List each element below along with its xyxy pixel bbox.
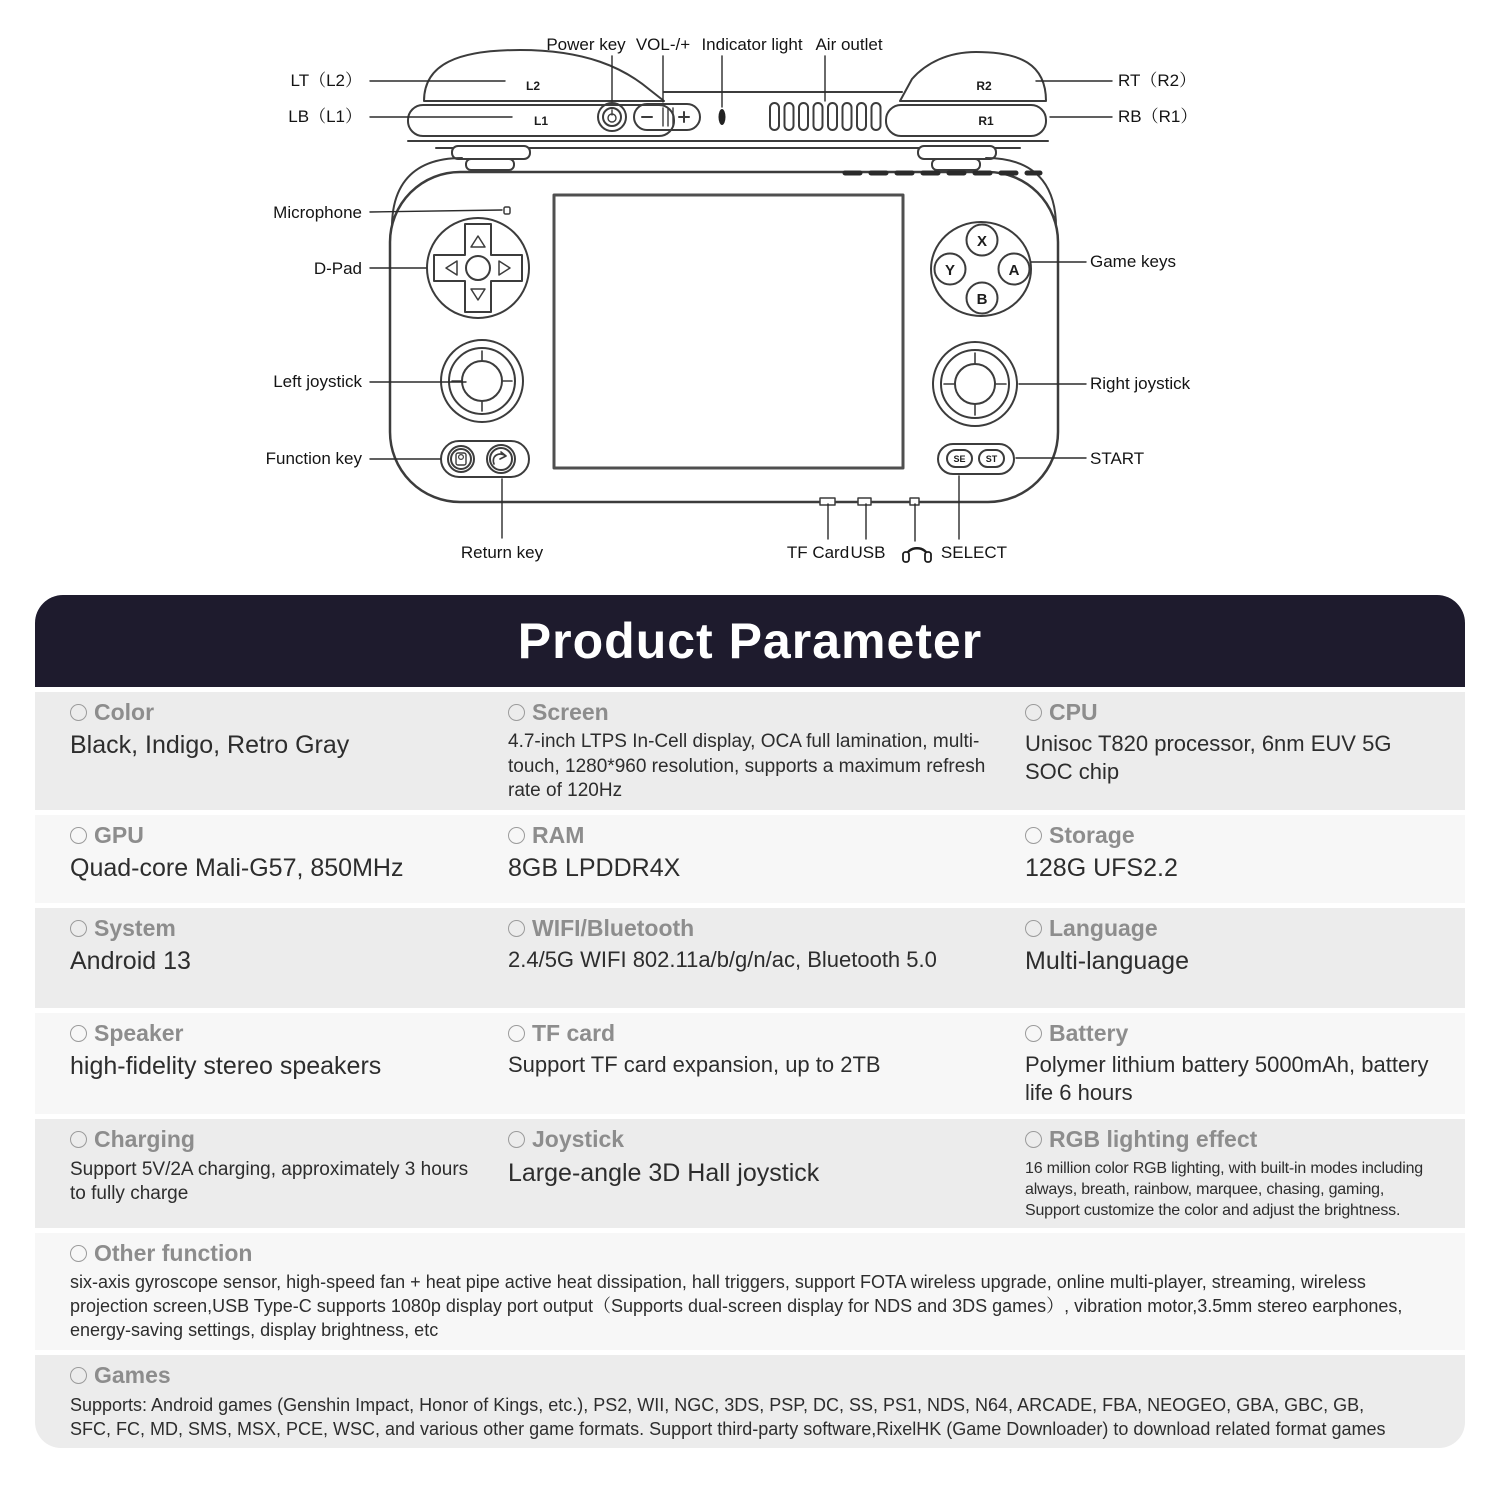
spec-label-screen bbox=[508, 699, 995, 725]
spec-label-text: Other function bbox=[94, 1239, 253, 1266]
circle-bullet-icon bbox=[1025, 1131, 1042, 1148]
select-start-buttons bbox=[938, 444, 1014, 474]
spec-cell-ram bbox=[508, 822, 1025, 896]
spec-label-cpu bbox=[1025, 699, 1435, 725]
spec-value-gpu: Quad-core Mali-G57, 850MHz bbox=[70, 854, 404, 883]
param-header bbox=[35, 595, 1465, 687]
circle-bullet-icon bbox=[1025, 920, 1042, 937]
spec-value-battery: Polymer lithium battery 5000mAh, battery life 6 hours bbox=[1025, 1052, 1429, 1106]
spec-label-text: Battery bbox=[1049, 1019, 1129, 1046]
spec-label-ram bbox=[508, 822, 995, 848]
spec-label-text: Games bbox=[94, 1362, 171, 1389]
circle-bullet-icon bbox=[70, 1025, 87, 1042]
circle-bullet-icon bbox=[70, 827, 87, 844]
product-parameter-card bbox=[35, 595, 1465, 1448]
spec-label-text: System bbox=[94, 914, 176, 941]
spec-cell-storage bbox=[1025, 822, 1465, 896]
headphone-icon bbox=[903, 548, 931, 562]
spec-label-system bbox=[70, 915, 478, 941]
l2-button-label: L2 bbox=[525, 79, 541, 93]
console-top-view bbox=[408, 50, 1048, 170]
spec-value-other-function: six-axis gyroscope sensor, high-speed fan + heat pipe active heat dissipation, hall triggers, support FOTA wireless upgrade, online multi-player, streaming, wireless projection screen,USB Type-C supports 1080p display port output（Supports dual-screen display for NDS and 3DS games）, vibration motor,3.5mm stereo earphones, energy-saving settings, display brightness, etc bbox=[70, 1272, 1403, 1341]
spec-row bbox=[35, 1119, 1465, 1228]
spec-label-other-function bbox=[70, 1240, 1435, 1266]
spec-value-tf-card: Support TF card expansion, up to 2TB bbox=[508, 1052, 881, 1078]
spec-label-games bbox=[70, 1362, 1435, 1388]
spec-value-charging: Support 5V/2A charging, approximately 3 hours to fully charge bbox=[70, 1158, 469, 1204]
spec-label-text: Storage bbox=[1049, 821, 1135, 848]
device-diagram bbox=[0, 0, 1500, 592]
spec-label-text: Speaker bbox=[94, 1019, 184, 1046]
label-power-key: Power key bbox=[546, 35, 626, 54]
right-joystick-drawing bbox=[933, 342, 1017, 426]
label-left-joystick: Left joystick bbox=[273, 372, 362, 391]
spec-value-ram: 8GB LPDDR4X bbox=[508, 854, 681, 883]
spec-label-text: Color bbox=[94, 699, 155, 725]
a-button-label: A bbox=[1008, 262, 1020, 279]
r2-button-label: R2 bbox=[976, 79, 992, 93]
b-button-label: B bbox=[976, 291, 988, 308]
circle-bullet-icon bbox=[70, 1131, 87, 1148]
spec-label-color bbox=[70, 699, 478, 725]
param-title: Product Parameter bbox=[517, 613, 983, 669]
spec-row bbox=[35, 1233, 1465, 1350]
l1-button-label: L1 bbox=[533, 114, 549, 128]
spec-label-speaker bbox=[70, 1020, 478, 1046]
spec-cell-cpu bbox=[1025, 699, 1465, 803]
spec-label-joystick bbox=[508, 1126, 995, 1152]
spec-label-text: Language bbox=[1049, 914, 1158, 941]
spec-label-text: TF card bbox=[532, 1019, 616, 1046]
circle-bullet-icon bbox=[508, 920, 525, 937]
circle-bullet-icon bbox=[508, 1131, 525, 1148]
spec-value-screen: 4.7-inch LTPS In-Cell display, OCA full lamination, multi-touch, 1280*960 resolution, supports a maximum refresh rate of 120Hz bbox=[508, 731, 986, 801]
spec-cell-screen bbox=[508, 699, 1025, 803]
label-vol: VOL-/+ bbox=[635, 35, 691, 54]
spec-value-color: Black, Indigo, Retro Gray bbox=[70, 731, 350, 760]
spec-label-text: GPU bbox=[94, 821, 144, 848]
spec-label-wifi-bluetooth bbox=[508, 915, 995, 941]
spec-label-tf-card bbox=[508, 1020, 995, 1046]
spec-cell-tf-card bbox=[508, 1020, 1025, 1107]
label-right-joystick: Right joystick bbox=[1090, 374, 1191, 393]
spec-label-gpu bbox=[70, 822, 478, 848]
spec-cell-rgb-lighting-effect bbox=[1025, 1126, 1465, 1221]
spec-value-joystick: Large-angle 3D Hall joystick bbox=[508, 1158, 820, 1187]
spec-label-battery bbox=[1025, 1020, 1435, 1046]
circle-bullet-icon bbox=[70, 704, 87, 721]
spec-label-text: CPU bbox=[1049, 699, 1098, 725]
spec-value-storage: 128G UFS2.2 bbox=[1025, 854, 1178, 883]
circle-bullet-icon bbox=[70, 1245, 87, 1262]
label-start: START bbox=[1090, 449, 1145, 468]
spec-value-rgb-lighting-effect: 16 million color RGB lighting, with built-in modes including always, breath, rainbow, marquee, chasing, gaming, Support customize the color and adjust the brightness. bbox=[1025, 1159, 1423, 1219]
label-return-key: Return key bbox=[460, 543, 544, 562]
spec-row bbox=[35, 908, 1465, 1008]
spec-label-text: WIFI/Bluetooth bbox=[532, 914, 695, 941]
label-lt: LT（L2） bbox=[290, 71, 362, 90]
r2-trigger bbox=[900, 52, 1046, 101]
device-line-art bbox=[0, 0, 1500, 592]
spec-label-charging bbox=[70, 1126, 478, 1152]
spec-rows bbox=[35, 692, 1465, 1448]
r1-button-label: R1 bbox=[978, 114, 994, 128]
label-tf-card: TF Card bbox=[786, 543, 850, 562]
label-air-outlet: Air outlet bbox=[815, 35, 883, 54]
spec-value-cpu: Unisoc T820 processor, 6nm EUV 5G SOC chip bbox=[1025, 731, 1392, 785]
y-button-label: Y bbox=[944, 262, 956, 279]
spec-cell-speaker bbox=[70, 1020, 508, 1107]
function-buttons bbox=[441, 441, 529, 477]
spec-label-text: RAM bbox=[532, 821, 585, 848]
right-stick-pod bbox=[918, 146, 996, 170]
air-outlet-vents bbox=[770, 103, 881, 130]
label-indicator-light: Indicator light bbox=[701, 35, 803, 54]
spec-cell-charging bbox=[70, 1126, 508, 1221]
l2-trigger bbox=[424, 50, 664, 101]
se-button-label: SE bbox=[953, 454, 966, 464]
circle-bullet-icon bbox=[508, 1025, 525, 1042]
spec-label-text: Screen bbox=[532, 699, 609, 725]
label-rt: RT（R2） bbox=[1118, 71, 1197, 90]
circle-bullet-icon bbox=[1025, 704, 1042, 721]
label-usb: USB bbox=[850, 543, 886, 562]
circle-bullet-icon bbox=[508, 827, 525, 844]
spec-label-language bbox=[1025, 915, 1435, 941]
spec-cell-battery bbox=[1025, 1020, 1465, 1107]
label-microphone: Microphone bbox=[273, 203, 362, 222]
label-lb: LB（L1） bbox=[288, 107, 362, 126]
spec-value-speaker: high-fidelity stereo speakers bbox=[70, 1052, 382, 1081]
label-game-keys: Game keys bbox=[1090, 252, 1176, 271]
screen bbox=[554, 195, 903, 468]
spec-cell-language bbox=[1025, 915, 1465, 1001]
circle-bullet-icon bbox=[508, 704, 525, 721]
spec-row bbox=[35, 692, 1465, 810]
circle-bullet-icon bbox=[70, 920, 87, 937]
spec-label-storage bbox=[1025, 822, 1435, 848]
spec-cell-wifi-bluetooth bbox=[508, 915, 1025, 1001]
indicator-light-drawing bbox=[719, 109, 726, 125]
spec-cell-games bbox=[70, 1362, 1465, 1441]
circle-bullet-icon bbox=[1025, 1025, 1042, 1042]
circle-bullet-icon bbox=[1025, 827, 1042, 844]
usb-port bbox=[858, 498, 871, 505]
left-joystick-drawing bbox=[441, 340, 523, 422]
spec-value-games: Supports: Android games (Genshin Impact, Honor of Kings, etc.), PS2, WII, NGC, 3DS, PSP, DC, SS, PS1, NDS, N64, ARCADE, FBA, NEOGEO, GBA, GBC, GB, SFC, FC, MD, SMS, MSX, PCE, WSC, and various other game formats. Support third-party software,RixelHK (Game Downloader) to download related format games bbox=[70, 1394, 1386, 1439]
spec-cell-other-function bbox=[70, 1240, 1465, 1343]
spec-label-text: Joystick bbox=[532, 1126, 625, 1153]
spec-row bbox=[35, 815, 1465, 903]
spec-cell-gpu bbox=[70, 822, 508, 896]
spec-label-rgb-lighting-effect bbox=[1025, 1126, 1435, 1152]
label-d-pad: D-Pad bbox=[313, 259, 362, 278]
spec-row bbox=[35, 1355, 1465, 1448]
spec-value-system: Android 13 bbox=[70, 947, 191, 976]
spec-value-wifi-bluetooth: 2.4/5G WIFI 802.11a/b/g/n/ac, Bluetooth 5.0 bbox=[508, 947, 937, 973]
spec-label-text: Charging bbox=[94, 1126, 195, 1153]
spec-label-text: RGB lighting effect bbox=[1049, 1126, 1258, 1153]
r1-bumper bbox=[886, 105, 1046, 136]
x-button-label: X bbox=[976, 233, 988, 250]
spec-cell-joystick bbox=[508, 1126, 1025, 1221]
label-select: SELECT bbox=[940, 543, 1008, 562]
label-rb: RB（R1） bbox=[1118, 107, 1198, 126]
circle-bullet-icon bbox=[70, 1367, 87, 1384]
spec-row bbox=[35, 1013, 1465, 1114]
label-function-key: Function key bbox=[265, 449, 362, 468]
d-pad-drawing bbox=[427, 218, 529, 318]
spec-cell-color bbox=[70, 699, 508, 803]
spec-value-language: Multi-language bbox=[1025, 947, 1189, 976]
spec-cell-system bbox=[70, 915, 508, 1001]
st-button-label: ST bbox=[985, 454, 998, 464]
left-stick-pod bbox=[452, 146, 530, 170]
